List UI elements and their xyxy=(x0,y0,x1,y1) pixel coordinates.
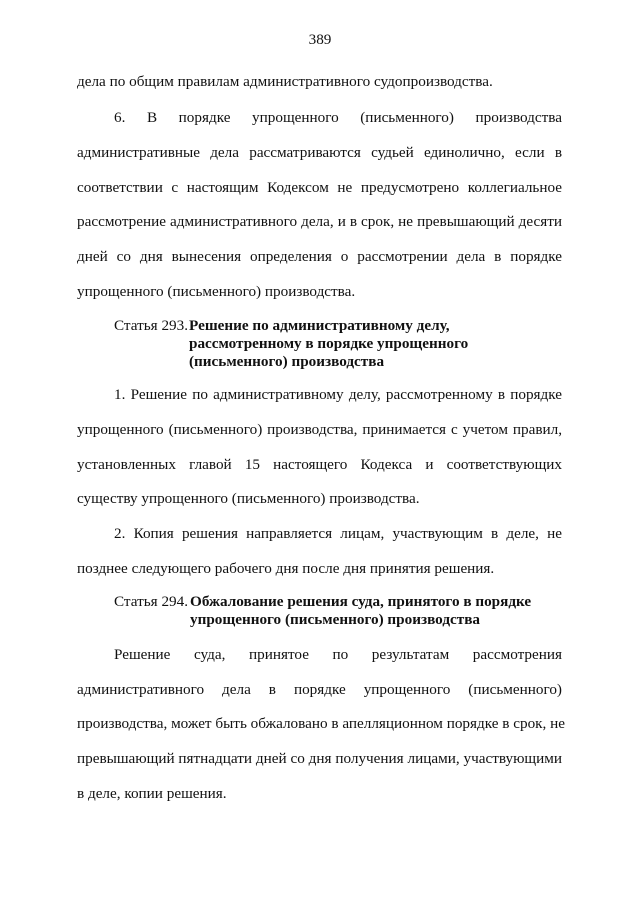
paragraph-line: в деле, копии решения. xyxy=(77,785,227,802)
article-label: Статья 294. xyxy=(114,593,189,610)
paragraph-line: рассмотрение административного дела, и в срок, не превышающий десяти xyxy=(77,213,562,230)
paragraph-line: позднее следующего рабочего дня после дня принятия решения. xyxy=(77,560,495,577)
paragraph-line: существу упрощенного (письменного) производства. xyxy=(77,490,420,507)
paragraph-line: административного дела в порядке упрощенного (письменного) xyxy=(77,681,562,698)
page-number: 389 xyxy=(308,31,332,48)
article-title-text: Решение по административному делу, xyxy=(189,317,450,334)
article-title-line xyxy=(190,593,531,611)
article-title-text: Обжалование решения суда, принятого в порядке xyxy=(190,593,532,610)
article-title-text: упрощенного (письменного) производства xyxy=(190,611,481,628)
paragraph-line: упрощенного (письменного) производства, принимается с учетом правил, xyxy=(77,421,562,438)
paragraph-line: административные дела рассматриваются судьей единолично, если в xyxy=(77,144,562,161)
article-title-text: рассмотренному в порядке упрощенного xyxy=(189,335,469,352)
article-title-line xyxy=(190,611,480,629)
paragraph-line: Решение суда, принятое по результатам рассмотрения xyxy=(114,646,562,663)
article-title-line xyxy=(189,335,468,353)
paragraph-line: упрощенного (письменного) производства. xyxy=(77,283,356,300)
paragraph-line: 2. Копия решения направляется лицам, участвующим в деле, не xyxy=(114,525,562,542)
paragraph-line: 1. Решение по административному делу, рассмотренному в порядке xyxy=(114,386,562,403)
paragraph-line: установленных главой 15 настоящего Кодекса и соответствующих xyxy=(77,456,562,473)
paragraph-line: 6. В порядке упрощенного (письменного) производства xyxy=(114,109,562,126)
paragraph-line: дней со дня вынесения определения о рассмотрении дела в порядке xyxy=(77,248,562,265)
paragraph-line: производства, может быть обжаловано в апелляционном порядке в срок, не xyxy=(77,715,566,732)
article-label: Статья 293. xyxy=(114,317,189,334)
paragraph-line: превышающий пятнадцати дней со дня получения лицами, участвующими xyxy=(77,750,562,767)
paragraph-intro-line: дела по общим правилам административного судопроизводства. xyxy=(77,73,493,90)
article-title-line xyxy=(189,353,384,371)
paragraph-line: соответствии с настоящим Кодексом не предусмотрено коллегиальное xyxy=(77,179,562,196)
article-title-text: (письменного) производства xyxy=(189,353,385,370)
article-title-line xyxy=(189,317,450,335)
